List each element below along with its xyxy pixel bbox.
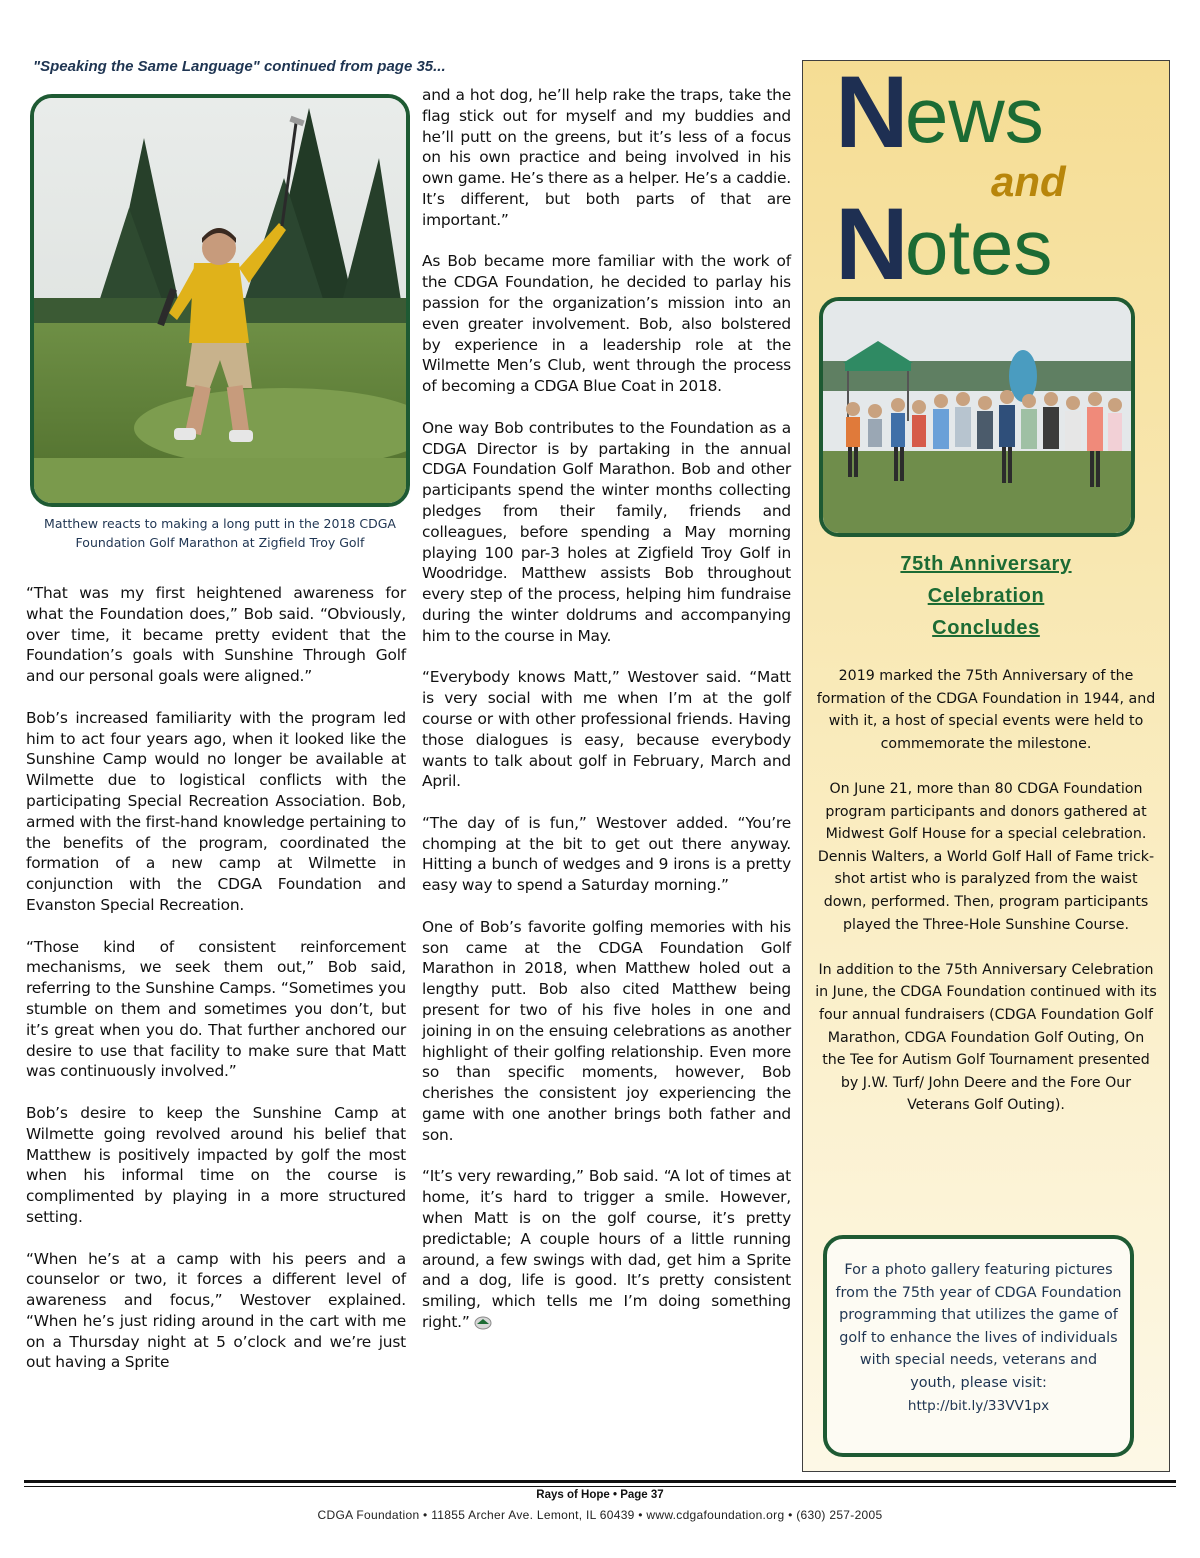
- photo-gallery-box: [823, 1235, 1134, 1457]
- footer-title: Rays of Hope • Page 37: [536, 1489, 664, 1501]
- caption-line-1: Matthew reacts to making a long putt in the 2018 CDGA: [44, 516, 396, 531]
- column2-paragraph-6: One of Bob’s favorite golfing memories with his son came at the CDGA Foundation Golf Marathon in 2018, when Matthew holed out a lengthy putt. Bob also cited Matthew being present for two of his five holes in one and joining in on the ensuing celebrations as another highlight of their golfing relationship. Even more so than specific moments, however, Bob cherishes the consistent joy experiencing the game with one another brings both father and son.: [422, 917, 791, 1144]
- sidebar-body: [815, 665, 1157, 1139]
- headline-line-2: Celebration: [927, 585, 1045, 607]
- gallery-text: For a photo gallery featuring pictures from the 75th year of CDGA Foundation programming that utilizes the game of golf to enhance the lives of individuals with special needs, veterans and youth, please visit:: [835, 1262, 1122, 1391]
- headline-line-3: Concludes: [932, 617, 1040, 639]
- masthead: [803, 55, 1169, 301]
- news-and-notes-sidebar: [802, 55, 1170, 1472]
- article-column-2: [422, 85, 791, 1354]
- sidebar-paragraph-2: On June 21, more than 80 CDGA Foundation program participants and donors gathered at Midwest Golf House for a special celebration. Dennis Walters, a World Golf Hall of Fame trick-shot artist who is paralyzed from the waist down, performed. Then, program participants played the Three-Hole Sunshine Course.: [817, 780, 1155, 933]
- photo-golfer-celebrating: [30, 94, 410, 507]
- sidebar-paragraph-1: 2019 marked the 75th Anniversary of the formation of the CDGA Foundation in 1944, and with it, a host of special events were held to commemorate the milestone.: [816, 668, 1156, 752]
- masthead-and: and: [991, 158, 1066, 205]
- masthead-notes-initial: N: [835, 187, 909, 301]
- sidebar-headline: [803, 548, 1169, 644]
- column2-paragraph-7-text: “It’s very rewarding,” Bob said. “A lot of times at home, it’s hard to trigger a smile. However, when Matt is on the golf course, it’s pretty predictable; A couple hours of a little running around, a few swings with dad, get him a Sprite and a dog, life is good. It’s pretty consistent smiling, which tells me I’m doing something right.”: [422, 1167, 791, 1332]
- column1-paragraph-2: Bob’s increased familiarity with the program led him to act four years ago, when it looked like the Sunshine Camp would no longer be available at Wilmette due to logistical conflicts with the participating Special Recreation Association. Bob, armed with the first-hand knowledge pertaining to the benefits of the program, coordinated the formation of a new camp at Wilmette in conjunction with the CDGA Foundation and Evanston Special Recreation.: [26, 708, 406, 914]
- footer-rule-thin: [24, 1486, 1176, 1487]
- masthead-notes-rest: otes: [905, 203, 1053, 291]
- sidebar-paragraph-3: In addition to the 75th Anniversary Celebration in June, the CDGA Foundation continued with its four annual fundraisers (CDGA Foundation Golf Marathon, CDGA Foundation Golf Outing, On the Tee for Autism Golf Tournament presented by J.W. Turf/ John Deere and the Fore Our Veterans Golf Outing).: [815, 961, 1157, 1114]
- photo-left-caption: [30, 514, 410, 552]
- column2-paragraph-1: and a hot dog, he’ll help rake the traps, take the flag stick out for myself and my buddies and he’ll putt on the greens, but it’s less of a focus on his own practice and being involved in his own game. He’s there as a helper. He’s a caddie. It’s different, but both parts of that are important.”: [422, 86, 791, 229]
- golfer-illustration: [34, 98, 406, 503]
- column2-paragraph-4: “Everybody knows Matt,” Westover said. “Matt is very social with me when I’m at the golf course or with other professional friends. Having those dialogues is easy, because everybody wants to talk about golf in February, March and April.: [422, 668, 791, 791]
- column1-paragraph-1: “That was my first heightened awareness for what the Foundation does,” Bob said. “Obviously, over time, it became pretty evident that the Foundation’s goals with Sunshine Through Golf and our personal goals were aligned.”: [26, 584, 406, 686]
- caption-line-2: Foundation Golf Marathon at Zigfield Troy Golf: [75, 535, 365, 550]
- column2-paragraph-5: “The day of is fun,” Westover added. “You’re chomping at the bit to get out there anyway. Hitting a bunch of wedges and 9 irons is a pretty easy way to spend a Saturday morning.”: [422, 813, 791, 895]
- column2-paragraph-7: [422, 1166, 791, 1332]
- gallery-link[interactable]: http://bit.ly/33VV1px: [907, 1397, 1050, 1414]
- column2-paragraph-3: One way Bob contributes to the Foundation as a CDGA Director is by partaking in the annual CDGA Foundation Golf Marathon. Bob and other participants spend the winter months collecting pledges from their family, friends and colleagues, before spending a May morning playing 100 par-3 holes at Zigfield Troy Golf in Woodridge. Matthew assists Bob throughout every step of the process, helping him fundraise during the winter doldrums and accompanying him to the course in May.: [422, 418, 791, 645]
- cdga-logo-icon: [474, 1316, 492, 1330]
- column1-paragraph-4: Bob’s desire to keep the Sunshine Camp at Wilmette going revolved around his belief that Matthew is positively impacted by golf the most when his informal time on the course is complimented by playing in a more structured setting.: [26, 1103, 406, 1226]
- footer-address: CDGA Foundation • 11855 Archer Ave. Lemont, IL 60439 • www.cdgafoundation.org • (630) 257-2005: [317, 1508, 883, 1522]
- group-photo-illustration: [823, 301, 1131, 533]
- photo-group-celebration: [819, 297, 1135, 537]
- continued-note: "Speaking the Same Language" continued from page 35...: [33, 58, 446, 75]
- masthead-news-initial: N: [835, 55, 909, 169]
- column2-paragraph-2: As Bob became more familiar with the work of the CDGA Foundation, he decided to parlay his passion for the organization’s mission into an even greater involvement. Bob, also bolstered by experience in a leadership role at the Wilmette Men’s Club, went through the process of becoming a CDGA Blue Coat in 2018.: [422, 252, 791, 396]
- masthead-news-rest: ews: [905, 71, 1044, 159]
- column1-paragraph-5: “When he’s at a camp with his peers and a counselor or two, it forces a different level of awareness and focus,” Westover explained. “When he’s just riding around in the cart with me on a Thursday night at 5 o’clock and we’re just out having a Sprite: [26, 1249, 406, 1372]
- article-column-1: [26, 583, 406, 1394]
- footer-rule-thick: [24, 1480, 1176, 1483]
- headline-line-1: 75th Anniversary: [900, 553, 1072, 575]
- column1-paragraph-3: “Those kind of consistent reinforcement mechanisms, we seek them out,” Bob said, referring to the Sunshine Camps. “Sometimes you stumble on them and sometimes you don’t, but it’s great when you do. That further anchored our desire to use that facility to make sure that Matt was continuously involved.”: [26, 937, 406, 1081]
